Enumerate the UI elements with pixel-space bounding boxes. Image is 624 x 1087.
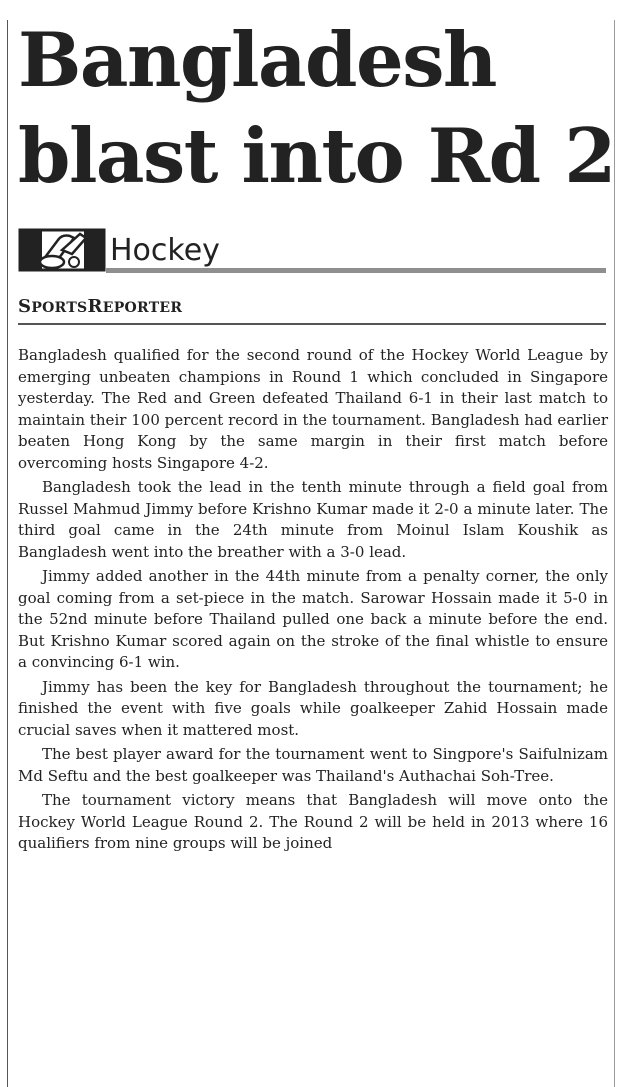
paragraph-6: The tournament victory means that Bangladesh will move onto the Hockey World League Round 2. The Round 2 will be held in 2013 where 16 qualifiers from nine groups will be joined xyxy=(18,791,608,852)
byline-initial-s: S xyxy=(18,296,32,317)
left-column-rule xyxy=(7,20,8,1087)
byline-word-eporter: EPORTER xyxy=(102,300,183,316)
paragraph-1: Bangladesh qualified for the second round of the Hockey World League by emerging unbeaten champions in Round 1 which concluded in Singapore yesterday. The Red and Green defeated Thailand 6-1 in their last match to maintain their 100 percent record in the tournament. Bangladesh had earlier beaten Hong Kong by the same margin in their first match before overcoming hosts Singapore 4-2. xyxy=(18,346,608,472)
section-label: Hockey xyxy=(110,233,220,268)
byline xyxy=(18,296,182,317)
paragraph-4: Jimmy has been the key for Bangladesh throughout the tournament; he finished the event with five goals while goalkeeper Zahid Hossain made crucial saves when it mattered most. xyxy=(18,677,608,739)
paragraph-2: Bangladesh took the lead in the tenth minute through a field goal from Russel Mahmud Jimmy before Krishno Kumar made it 2-0 a minute later. The third goal came in the 24th minute from Moinul Islam Koushik as Bangladesh went into the breather with a 3-0 lead. xyxy=(18,478,608,561)
section-underline xyxy=(106,268,606,273)
byline-rule xyxy=(18,323,606,325)
section-header xyxy=(18,224,606,276)
headline: Bangladesh blast into Rd 2 xyxy=(18,16,615,200)
byline-word-ports: PORTS xyxy=(31,300,88,316)
byline-initial-r: R xyxy=(87,296,103,317)
hockey-icon xyxy=(18,224,106,276)
article-body xyxy=(18,345,608,858)
paragraph-3: Jimmy added another in the 44th minute from a penalty corner, the only goal coming from a set-piece in the match. Sarowar Hossain made it 5-0 in the 52nd minute before Thailand pulled one back a minute before the end. But Krishno Kumar scored again on the stroke of the final whistle to ensure a convincing 6-1 win. xyxy=(18,567,608,671)
paragraph-5: The best player award for the tournament went to Singpore's Saifulnizam Md Seftu and the best goalkeeper was Thailand's Authachai Soh-Tree. xyxy=(18,745,608,785)
